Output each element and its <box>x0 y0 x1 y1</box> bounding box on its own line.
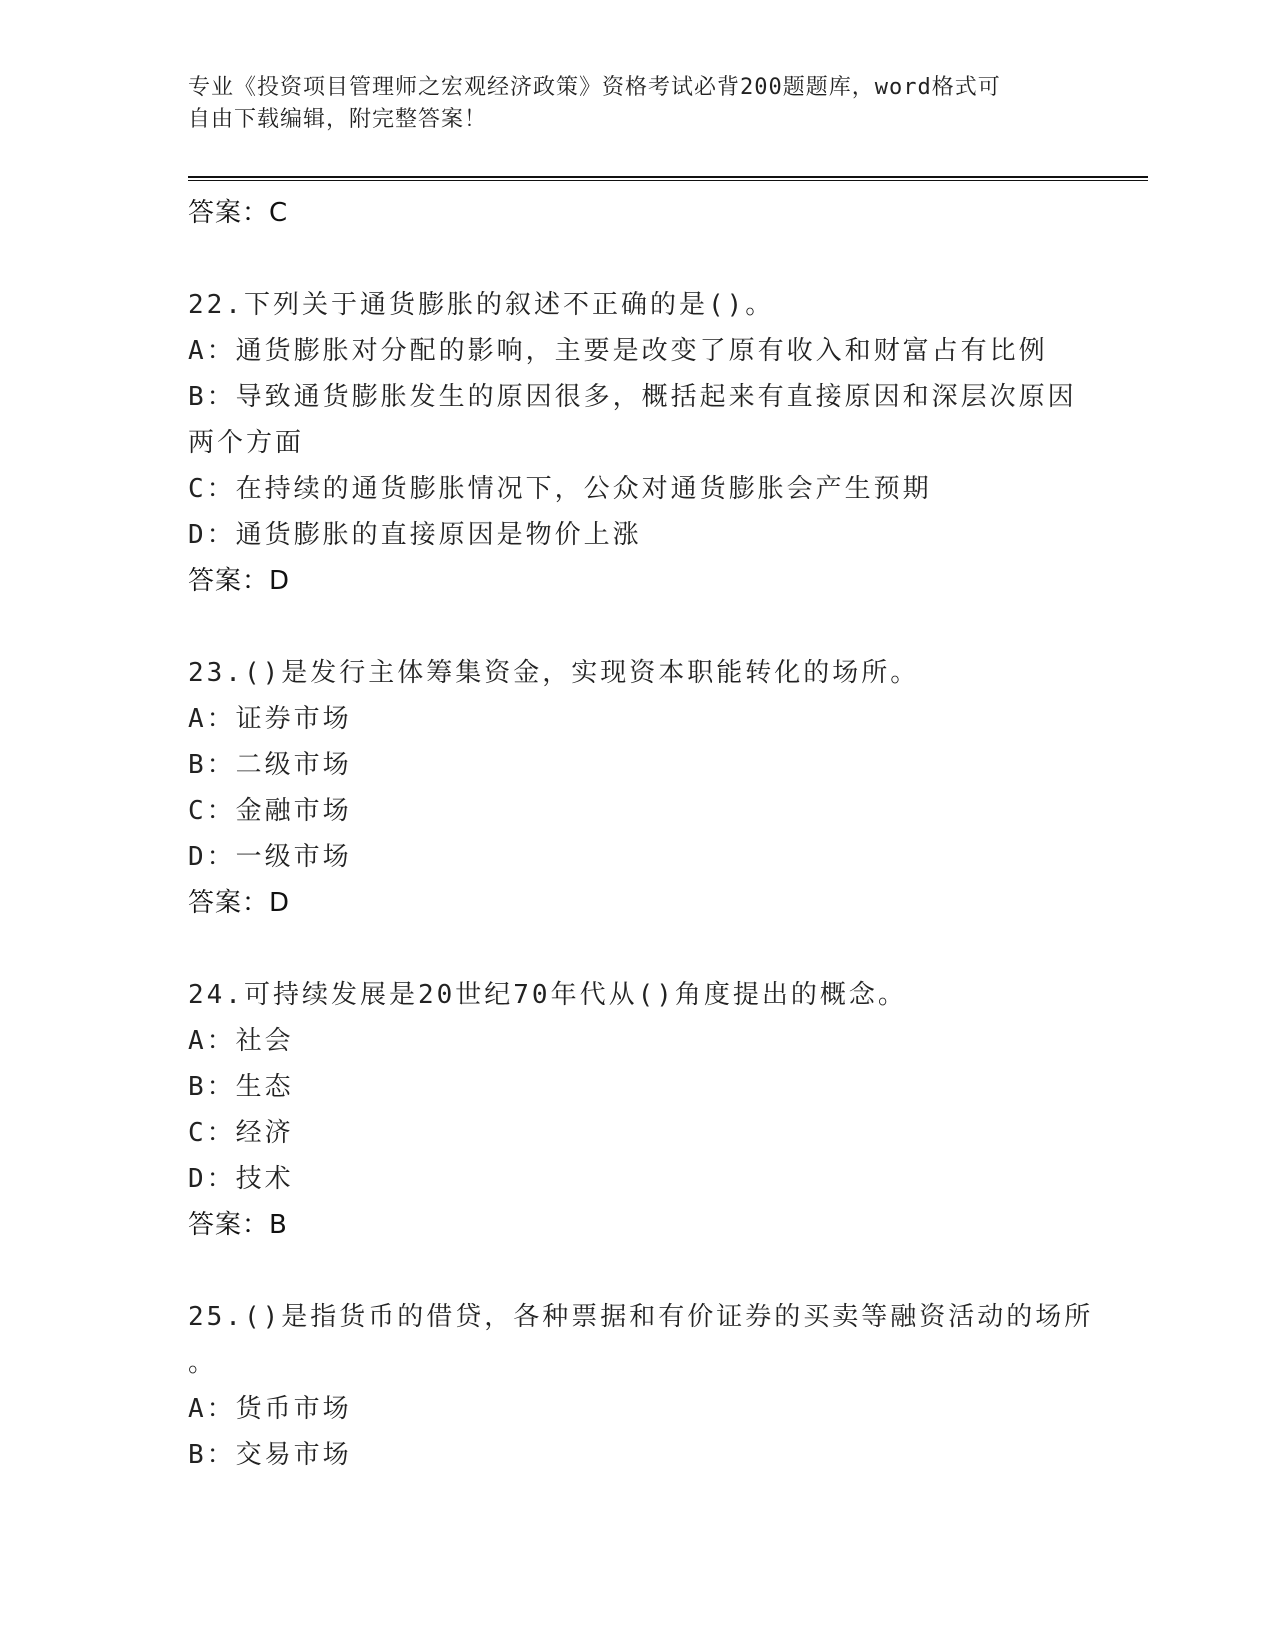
option-a: A：通货膨胀对分配的影响，主要是改变了原有收入和财富占有比例 <box>188 336 1048 366</box>
option-c: C：经济 <box>188 1118 294 1148</box>
question-block <box>188 1294 1094 1478</box>
spacer <box>188 1248 1088 1294</box>
spacer <box>188 926 1088 972</box>
option-c: C：金融市场 <box>188 796 352 826</box>
option-d: D：一级市场 <box>188 842 352 872</box>
option-a: A：证券市场 <box>188 704 352 734</box>
answer-line: 答案：D <box>188 566 291 596</box>
answer-line: 答案：D <box>188 888 291 918</box>
question-block <box>188 972 1088 1248</box>
question-stem: 25.()是指货币的借贷，各种票据和有价证券的买卖等融资活动的场所 <box>188 1302 1094 1332</box>
option-d: D：通货膨胀的直接原因是物价上涨 <box>188 520 642 550</box>
question-block <box>188 650 1088 926</box>
question-stem: 23.()是发行主体筹集资金，实现资本职能转化的场所。 <box>188 658 920 688</box>
option-a: A：货币市场 <box>188 1394 352 1424</box>
header-line-2: 自由下载编辑，附完整答案！ <box>188 107 488 132</box>
question-stem-continued: 。 <box>188 1348 218 1378</box>
question-stem: 22.下列关于通货膨胀的叙述不正确的是()。 <box>188 290 775 320</box>
option-c: C：在持续的通货膨胀情况下，公众对通货膨胀会产生预期 <box>188 474 932 504</box>
option-a: A：社会 <box>188 1026 294 1056</box>
header-divider <box>188 176 1148 181</box>
spacer <box>188 236 1088 282</box>
option-b: B：交易市场 <box>188 1440 352 1470</box>
question-list <box>188 190 1094 1478</box>
option-b: B：二级市场 <box>188 750 352 780</box>
option-b: B：导致通货膨胀发生的原因很多，概括起来有直接原因和深层次原因 <box>188 382 1077 412</box>
question-block <box>188 282 1088 604</box>
spacer <box>188 604 1088 650</box>
option-d: D：技术 <box>188 1164 294 1194</box>
option-b-continued: 两个方面 <box>188 428 305 458</box>
question-stem: 24.可持续发展是20世纪70年代从()角度提出的概念。 <box>188 980 907 1010</box>
header-line-1: 专业《投资项目管理师之宏观经济政策》资格考试必背200题题库，word格式可 <box>188 75 1001 100</box>
option-b: B：生态 <box>188 1072 294 1102</box>
answer-line: 答案：B <box>188 1210 288 1240</box>
answer-line: 答案：C <box>188 198 289 228</box>
document-header <box>188 72 1088 136</box>
